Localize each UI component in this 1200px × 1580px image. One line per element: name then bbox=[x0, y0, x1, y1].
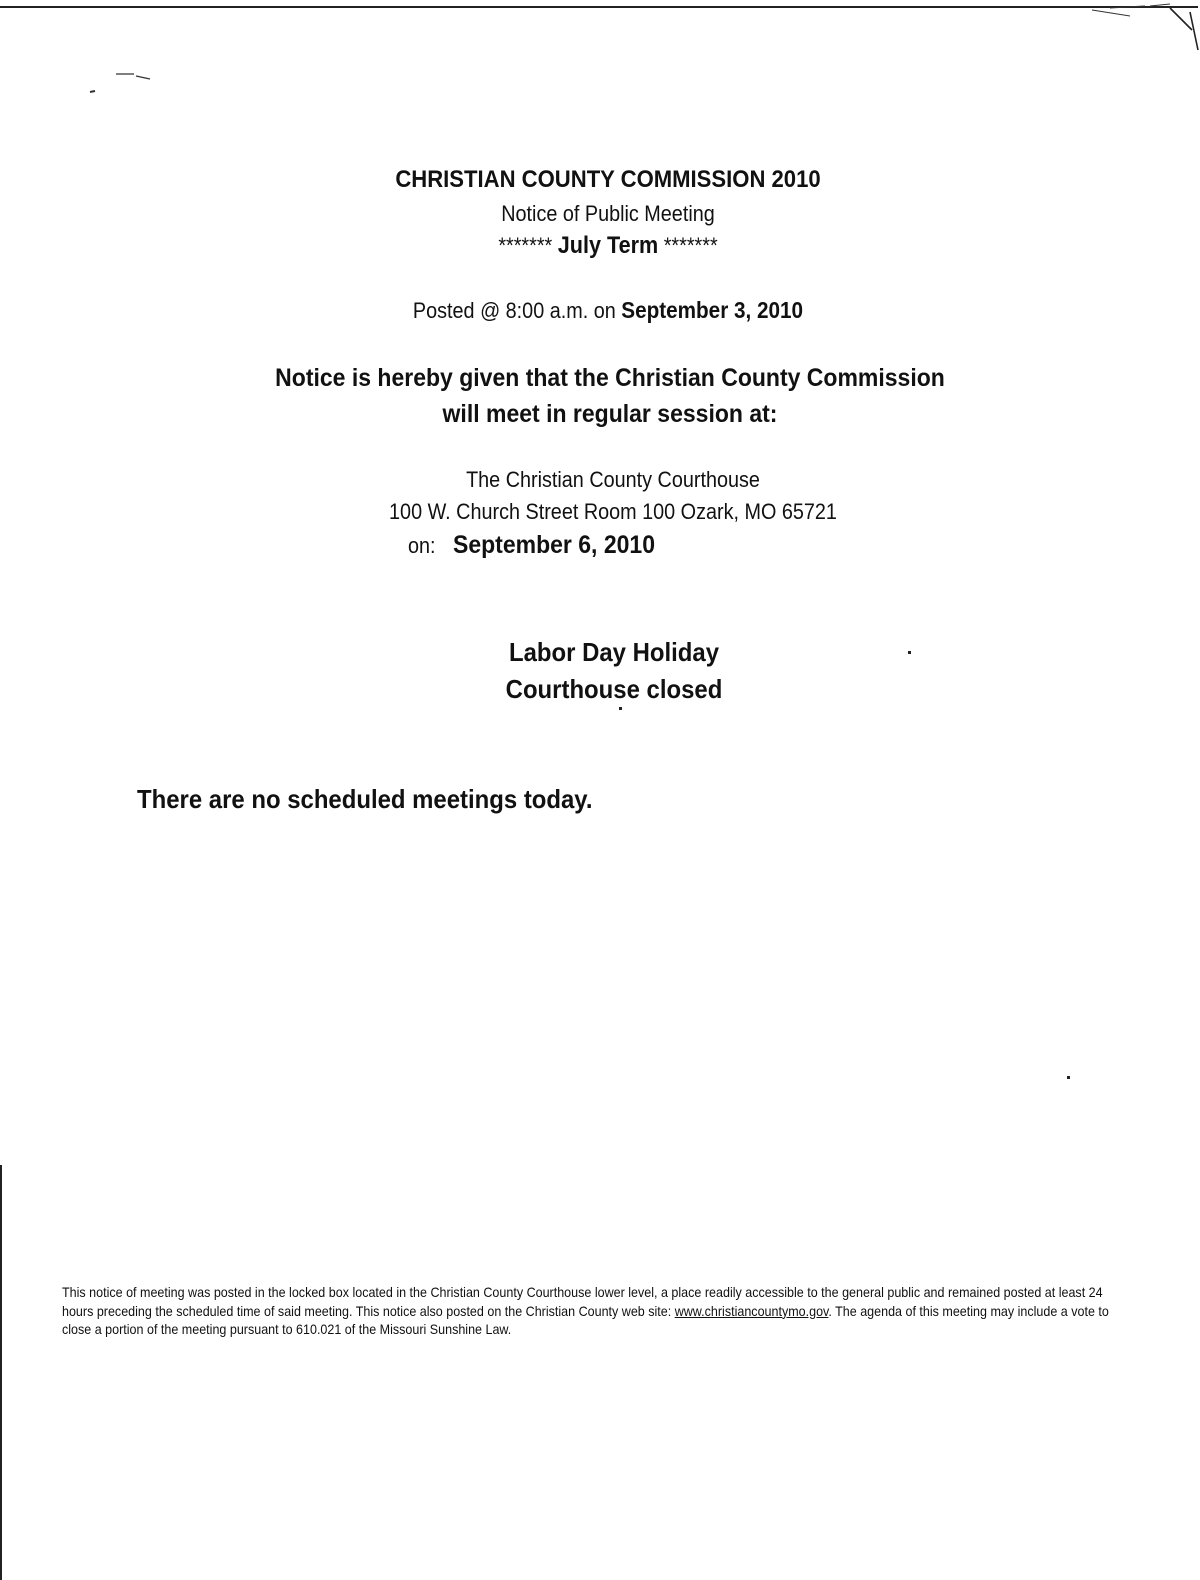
scan-edge-left bbox=[0, 1165, 2, 1580]
posted-date: September 3, 2010 bbox=[621, 297, 804, 323]
scan-speck bbox=[1067, 1076, 1070, 1079]
term-stars-left: ******* bbox=[498, 233, 553, 258]
term-label: July Term bbox=[557, 232, 659, 259]
location-address: 100 W. Church Street Room 100 Ozark, MO 65721 bbox=[389, 499, 837, 524]
meeting-date: September 6, 2010 bbox=[453, 531, 656, 559]
footer-website-link[interactable]: www.christiancountymo.gov bbox=[674, 1302, 829, 1319]
term-line bbox=[68, 232, 1148, 260]
scan-mark-corner bbox=[1090, 0, 1200, 60]
page-subtitle: Notice of Public Meeting bbox=[501, 201, 715, 226]
footer-text-1: This notice of meeting was posted in the locked box located in the Christian County Courthouse lower level, a place readily accessible to the general public and remained posted at least 24 hours preceding the scheduled time of said meeting. This notice also posted on the Christian County web site: bbox=[62, 1284, 1103, 1319]
scan-speck bbox=[619, 707, 622, 710]
location-name: The Christian County Courthouse bbox=[466, 467, 760, 492]
notice-line-1: Notice is hereby given that the Christian County Commission bbox=[275, 364, 945, 392]
posted-line bbox=[68, 297, 1148, 324]
holiday-line-2: Courthouse closed bbox=[505, 674, 723, 704]
holiday-line-1: Labor Day Holiday bbox=[508, 637, 720, 667]
notice-line-2: will meet in regular session at: bbox=[442, 400, 778, 428]
scan-edge-top bbox=[0, 6, 1198, 8]
scan-mark-left bbox=[86, 70, 156, 100]
schedule-message: There are no scheduled meetings today. bbox=[137, 784, 593, 814]
term-stars-right: ******* bbox=[663, 233, 718, 258]
page-title: CHRISTIAN COUNTY COMMISSION 2010 bbox=[395, 166, 821, 193]
posted-prefix: Posted @ 8:00 a.m. on bbox=[412, 298, 616, 323]
footer-text-2: . The agenda of this meeting may include a vote to close a portion of the meeting pursuant to 610.021 of the Missouri Sunshine Law. bbox=[62, 1302, 1109, 1337]
meeting-on-label: on: bbox=[408, 533, 436, 558]
footer-disclaimer bbox=[62, 1283, 1136, 1339]
